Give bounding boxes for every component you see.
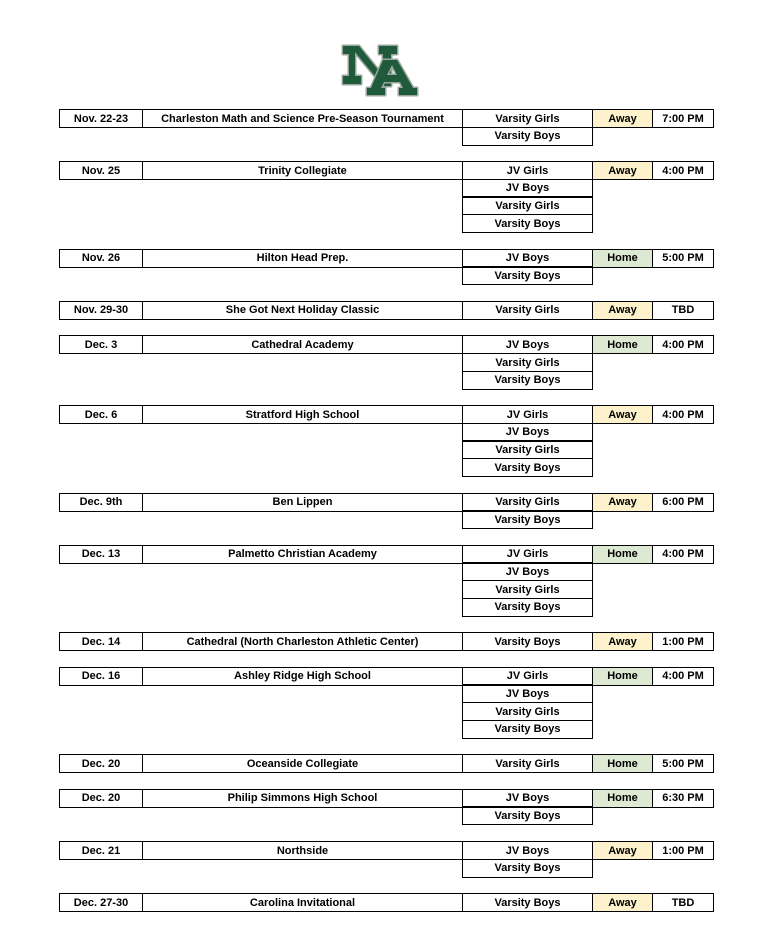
team-level: JV Boys [462, 423, 593, 442]
game-date: Nov. 29-30 [59, 301, 143, 320]
team-level: Varsity Boys [462, 510, 593, 529]
team-level: Varsity Girls [462, 440, 593, 459]
team-level: JV Girls [462, 161, 593, 180]
team-level: JV Boys [462, 179, 593, 198]
team-level: Varsity Boys [462, 266, 593, 285]
team-level: JV Boys [462, 789, 593, 808]
opponent-name: Carolina Invitational [142, 893, 463, 912]
game-date: Dec. 20 [59, 789, 143, 808]
game-time: 5:00 PM [652, 249, 714, 268]
team-level: Varsity Boys [462, 893, 593, 912]
game-date: Dec. 20 [59, 754, 143, 773]
opponent-name: She Got Next Holiday Classic [142, 301, 463, 320]
game-location: Away [592, 405, 653, 424]
game-date: Nov. 25 [59, 161, 143, 180]
game-location: Away [592, 161, 653, 180]
game-time: 1:00 PM [652, 841, 714, 860]
game-location: Away [592, 841, 653, 860]
opponent-name: Palmetto Christian Academy [142, 545, 463, 564]
opponent-name: Ben Lippen [142, 493, 463, 512]
opponent-name: Northside [142, 841, 463, 860]
game-date: Dec. 3 [59, 335, 143, 354]
team-level: Varsity Girls [462, 109, 593, 128]
team-level: Varsity Girls [462, 580, 593, 599]
team-level: Varsity Boys [462, 632, 593, 651]
team-level: Varsity Boys [462, 720, 593, 739]
team-level: Varsity Girls [462, 301, 593, 320]
game-location: Away [592, 632, 653, 651]
team-level: Varsity Girls [462, 493, 593, 512]
game-location: Home [592, 789, 653, 808]
game-date: Dec. 6 [59, 405, 143, 424]
team-level: JV Boys [462, 684, 593, 703]
game-time: 6:00 PM [652, 493, 714, 512]
team-level: JV Boys [462, 335, 593, 354]
team-level: Varsity Boys [462, 458, 593, 477]
game-time: 4:00 PM [652, 667, 714, 686]
game-date: Dec. 16 [59, 667, 143, 686]
game-date: Nov. 26 [59, 249, 143, 268]
game-date: Dec. 21 [59, 841, 143, 860]
game-location: Home [592, 249, 653, 268]
team-level: Varsity Boys [462, 214, 593, 233]
game-time: 6:30 PM [652, 789, 714, 808]
team-level: Varsity Boys [462, 371, 593, 390]
opponent-name: Ashley Ridge High School [142, 667, 463, 686]
team-level: JV Girls [462, 667, 593, 686]
game-location: Home [592, 667, 653, 686]
opponent-name: Stratford High School [142, 405, 463, 424]
game-date: Dec. 9th [59, 493, 143, 512]
game-location: Home [592, 754, 653, 773]
team-level: Varsity Girls [462, 196, 593, 215]
team-level: Varsity Boys [462, 806, 593, 825]
opponent-name: Cathedral Academy [142, 335, 463, 354]
game-date: Dec. 27-30 [59, 893, 143, 912]
team-level: JV Girls [462, 545, 593, 564]
team-level: JV Boys [462, 562, 593, 581]
game-date: Dec. 14 [59, 632, 143, 651]
team-level: Varsity Girls [462, 754, 593, 773]
game-time: TBD [652, 301, 714, 320]
game-location: Away [592, 893, 653, 912]
game-date: Nov. 22-23 [59, 109, 143, 128]
game-time: 5:00 PM [652, 754, 714, 773]
game-location: Away [592, 301, 653, 320]
opponent-name: Hilton Head Prep. [142, 249, 463, 268]
team-level: Varsity Girls [462, 353, 593, 372]
team-level: Varsity Girls [462, 702, 593, 721]
game-time: 4:00 PM [652, 335, 714, 354]
game-time: 7:00 PM [652, 109, 714, 128]
game-location: Home [592, 545, 653, 564]
game-location: Away [592, 493, 653, 512]
team-level: JV Boys [462, 249, 593, 268]
game-location: Home [592, 335, 653, 354]
game-location: Away [592, 109, 653, 128]
game-time: 1:00 PM [652, 632, 714, 651]
game-time: 4:00 PM [652, 545, 714, 564]
team-level: JV Girls [462, 405, 593, 424]
opponent-name: Trinity Collegiate [142, 161, 463, 180]
team-level: JV Boys [462, 841, 593, 860]
game-date: Dec. 13 [59, 545, 143, 564]
opponent-name: Philip Simmons High School [142, 789, 463, 808]
game-time: 4:00 PM [652, 161, 714, 180]
team-level: Varsity Boys [462, 127, 593, 146]
team-level: Varsity Boys [462, 859, 593, 878]
opponent-name: Cathedral (North Charleston Athletic Center) [142, 632, 463, 651]
opponent-name: Charleston Math and Science Pre-Season Tournament [142, 109, 463, 128]
opponent-name: Oceanside Collegiate [142, 754, 463, 773]
game-time: TBD [652, 893, 714, 912]
team-level: Varsity Boys [462, 598, 593, 617]
game-time: 4:00 PM [652, 405, 714, 424]
